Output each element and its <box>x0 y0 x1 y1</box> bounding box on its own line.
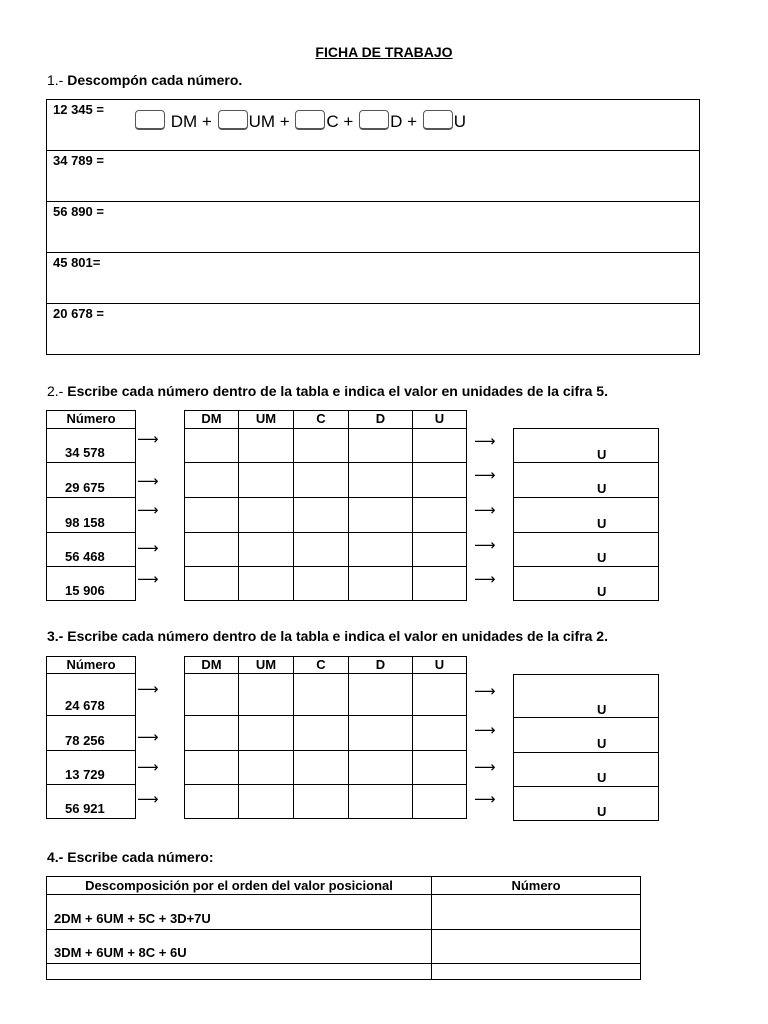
ex1-example-decomposition <box>134 110 466 132</box>
place-value-cell[interactable] <box>238 715 294 751</box>
answer-cell[interactable] <box>513 752 659 787</box>
place-value-cell[interactable] <box>348 462 413 498</box>
ex4-answer-cell[interactable] <box>432 964 640 979</box>
place-value-cell[interactable] <box>293 532 349 567</box>
place-header-dm: DM <box>184 656 239 674</box>
page-title: FICHA DE TRABAJO <box>315 44 453 60</box>
right-arrow-icon: ⟶ <box>474 790 496 808</box>
place-header-um: UM <box>238 656 294 674</box>
number-cell <box>46 462 136 498</box>
place-value-cell[interactable] <box>238 462 294 498</box>
ex4-heading <box>47 849 214 865</box>
number-cell <box>46 497 136 533</box>
number-value: 34 578 <box>65 445 105 460</box>
place-value-cell[interactable] <box>348 784 413 819</box>
right-arrow-icon: ⟶ <box>137 570 159 588</box>
place-value-cell[interactable] <box>238 566 294 601</box>
unit-label: U <box>597 770 607 785</box>
answer-cell[interactable] <box>513 566 659 601</box>
answer-cell[interactable] <box>513 786 659 821</box>
place-value-cell[interactable] <box>293 750 349 785</box>
place-value-cell[interactable] <box>238 673 294 716</box>
answer-cell[interactable] <box>513 462 659 498</box>
ex2-number: 2.- <box>47 383 64 399</box>
empty-box-icon[interactable] <box>423 110 453 130</box>
place-value-cell[interactable] <box>293 673 349 716</box>
place-value-cell[interactable] <box>293 428 349 463</box>
place-value-cell[interactable] <box>184 715 239 751</box>
place-value-cell[interactable] <box>348 715 413 751</box>
number-cell <box>46 566 136 601</box>
place-header-d: D <box>348 410 413 429</box>
right-arrow-icon: ⟶ <box>137 728 159 746</box>
place-value-cell[interactable] <box>412 673 467 716</box>
place-value-cell[interactable] <box>184 462 239 498</box>
place-value-cell[interactable] <box>184 497 239 533</box>
ex1-row-label: 34 789 = <box>53 153 104 168</box>
place-value-cell[interactable] <box>184 566 239 601</box>
place-header-dm: DM <box>184 410 239 429</box>
unit-c-label: C + <box>326 112 354 131</box>
ex4-table <box>46 876 641 980</box>
place-header-c: C <box>293 410 349 429</box>
unit-label: U <box>597 481 607 496</box>
right-arrow-icon: ⟶ <box>137 758 159 776</box>
number-value: 98 158 <box>65 515 105 530</box>
ex1-row-label: 45 801= <box>53 255 101 270</box>
empty-box-icon[interactable] <box>359 110 389 130</box>
answer-cell[interactable] <box>513 674 659 718</box>
right-arrow-icon: ⟶ <box>474 432 496 450</box>
place-value-cell[interactable] <box>412 715 467 751</box>
empty-box-icon[interactable] <box>218 110 248 130</box>
number-value: 78 256 <box>65 733 105 748</box>
right-arrow-icon: ⟶ <box>137 790 159 808</box>
place-value-cell[interactable] <box>184 784 239 819</box>
right-arrow-icon: ⟶ <box>474 721 496 739</box>
number-cell <box>46 532 136 567</box>
place-value-cell[interactable] <box>348 566 413 601</box>
place-value-cell[interactable] <box>184 428 239 463</box>
place-value-cell[interactable] <box>412 750 467 785</box>
right-arrow-icon: ⟶ <box>474 536 496 554</box>
number-cell <box>46 784 136 819</box>
place-value-cell[interactable] <box>348 750 413 785</box>
place-value-cell[interactable] <box>293 566 349 601</box>
ex2-heading-text: Escribe cada número dentro de la tabla e indica el valor en unidades de la cifra 5. <box>67 383 608 399</box>
ex1-number: 1.- <box>47 72 64 88</box>
place-value-cell[interactable] <box>348 532 413 567</box>
place-header-c: C <box>293 656 349 674</box>
number-cell <box>46 750 136 785</box>
ex4-col-header-number: Número <box>511 878 561 893</box>
answer-cell[interactable] <box>513 532 659 567</box>
right-arrow-icon: ⟶ <box>137 680 159 698</box>
place-value-cell[interactable] <box>412 497 467 533</box>
ex1-row-label: 12 345 = <box>53 102 104 117</box>
number-value: 56 468 <box>65 549 105 564</box>
place-value-cell[interactable] <box>348 673 413 716</box>
right-arrow-icon: ⟶ <box>474 570 496 588</box>
answer-cell[interactable] <box>513 428 659 463</box>
place-value-cell[interactable] <box>293 497 349 533</box>
place-value-cell[interactable] <box>238 784 294 819</box>
unit-label: U <box>597 516 607 531</box>
right-arrow-icon: ⟶ <box>137 472 159 490</box>
number-column-header: Número <box>46 656 136 674</box>
number-value: 56 921 <box>65 801 105 816</box>
place-value-cell[interactable] <box>412 784 467 819</box>
unit-dm-label: DM + <box>170 112 212 131</box>
place-value-cell[interactable] <box>184 750 239 785</box>
ex1-row[interactable] <box>47 100 699 151</box>
answer-cell[interactable] <box>513 717 659 753</box>
place-value-cell[interactable] <box>348 497 413 533</box>
place-value-cell[interactable] <box>348 428 413 463</box>
unit-um-label: UM + <box>248 112 290 131</box>
right-arrow-icon: ⟶ <box>474 501 496 519</box>
place-value-cell[interactable] <box>412 532 467 567</box>
ex1-row-label: 56 890 = <box>53 204 104 219</box>
unit-label: U <box>597 804 607 819</box>
ex4-answer-cell[interactable] <box>432 930 640 963</box>
place-value-cell[interactable] <box>184 673 239 716</box>
unit-label: U <box>597 447 607 462</box>
empty-box-icon[interactable] <box>295 110 325 130</box>
place-value-cell[interactable] <box>293 784 349 819</box>
unit-u-label: U <box>453 112 467 131</box>
right-arrow-icon: ⟶ <box>474 466 496 484</box>
unit-label: U <box>597 702 607 717</box>
ex3-heading <box>47 628 608 644</box>
ex1-heading <box>47 72 242 88</box>
right-arrow-icon: ⟶ <box>474 682 496 700</box>
place-value-cell[interactable] <box>293 462 349 498</box>
ex4-col-header-decomposition: Descomposición por el orden del valor posicional <box>85 878 393 893</box>
unit-d-label: D + <box>390 112 417 131</box>
place-value-cell[interactable] <box>238 428 294 463</box>
number-cell <box>46 673 136 716</box>
number-value: 13 729 <box>65 767 105 782</box>
place-value-cell[interactable] <box>293 715 349 751</box>
ex1-row[interactable] <box>47 304 699 354</box>
place-header-um: UM <box>238 410 294 429</box>
ex1-row[interactable] <box>47 253 699 304</box>
number-column-header: Número <box>46 410 136 429</box>
right-arrow-icon: ⟶ <box>137 430 159 448</box>
unit-label: U <box>597 584 607 599</box>
right-arrow-icon: ⟶ <box>474 758 496 776</box>
ex4-decomposition-text: 3DM + 6UM + 8C + 6U <box>54 945 187 960</box>
place-header-u: U <box>412 656 467 674</box>
ex1-table <box>46 99 700 355</box>
number-cell <box>46 715 136 751</box>
ex1-row-label: 20 678 = <box>53 306 104 321</box>
place-value-cell[interactable] <box>238 750 294 785</box>
place-header-d: D <box>348 656 413 674</box>
ex2-heading <box>47 383 608 399</box>
place-value-cell[interactable] <box>184 532 239 567</box>
right-arrow-icon: ⟶ <box>137 501 159 519</box>
unit-label: U <box>597 736 607 751</box>
number-cell <box>46 428 136 463</box>
place-value-cell[interactable] <box>238 532 294 567</box>
right-arrow-icon: ⟶ <box>137 539 159 557</box>
place-value-cell[interactable] <box>412 428 467 463</box>
ex4-answer-cell[interactable] <box>432 895 640 929</box>
number-value: 15 906 <box>65 583 105 598</box>
place-value-cell[interactable] <box>412 462 467 498</box>
number-value: 29 675 <box>65 480 105 495</box>
place-value-cell[interactable] <box>412 566 467 601</box>
ex3-heading-text: 3.- Escribe cada número dentro de la tabla e indica el valor en unidades de la cifra 2. <box>47 628 608 644</box>
ex4-decomposition-text: 2DM + 6UM + 5C + 3D+7U <box>54 911 211 926</box>
place-header-u: U <box>412 410 467 429</box>
ex1-row[interactable] <box>47 151 699 202</box>
answer-cell[interactable] <box>513 497 659 533</box>
ex1-row[interactable] <box>47 202 699 253</box>
ex1-heading-text: Descompón cada número. <box>67 72 243 88</box>
empty-box-icon[interactable] <box>135 110 165 130</box>
place-value-cell[interactable] <box>238 497 294 533</box>
ex4-heading-text: 4.- Escribe cada número: <box>47 849 214 865</box>
number-value: 24 678 <box>65 698 105 713</box>
unit-label: U <box>597 550 607 565</box>
